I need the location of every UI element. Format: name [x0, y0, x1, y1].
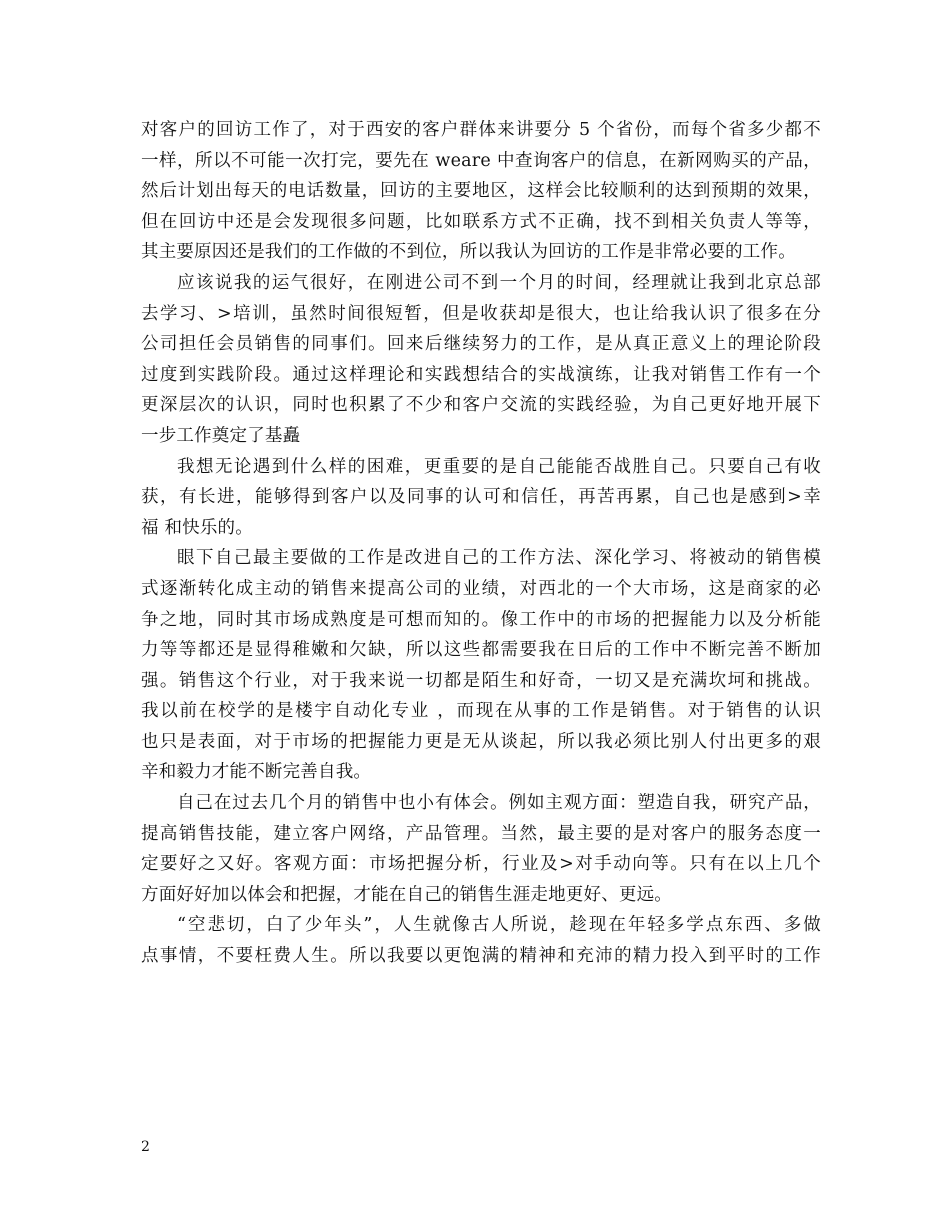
text-line: 对客户的回访工作了，对于西安的客户群体来讲要分 5 个省份，而每个省多少都不	[141, 120, 821, 140]
text-line: 定要好之又好。客观方面：市场把握分析，行业及>对手动向等。只有在以上几个	[141, 854, 821, 875]
text-line: 获，有长进，能够得到客户以及同事的认可和信任，再苦再累，自己也是感到>幸	[141, 487, 821, 508]
text-line: 争之地，同时其市场成熟度是可想而知的。像工作中的市场的把握能力以及分析能	[141, 609, 821, 630]
text-line: 一步工作奠定了基矗	[141, 425, 301, 446]
text-line: 福 和快乐的。	[141, 517, 253, 538]
text-line: 过度到实践阶段。通过这样理论和实践想结合的实战演练，让我对销售工作有一个	[141, 364, 821, 385]
text-line: 强。销售这个行业，对于我来说一切都是陌生和好奇，一切又是充满坎坷和挑战。	[141, 670, 821, 691]
text-line: 我以前在校学的是楼宇自动化专业 ，而现在从事的工作是销售。对于销售的认识	[141, 701, 821, 722]
document-body	[141, 115, 821, 972]
text-line: 式逐渐转化成主动的销售来提高公司的业绩，对西北的一个大市场，这是商家的必	[141, 578, 821, 599]
text-line: 其主要原因还是我们的工作做的不到位，所以我认为回访的工作是非常必要的工作。	[141, 242, 796, 263]
text-line: 然后计划出每天的电话数量，回访的主要地区，这样会比较顺利的达到预期的效果，	[141, 181, 821, 202]
text-line: 但在回访中还是会发现很多问题，比如联系方式不正确，找不到相关负责人等等，	[141, 211, 821, 232]
text-line: 更深层次的认识，同时也积累了不少和客户交流的实践经验，为自己更好地开展下	[141, 395, 821, 416]
text-line: 我想无论遇到什么样的困难，更重要的是自己能能否战胜自己。只要自己有收	[177, 456, 821, 477]
text-line: 应该说我的运气很好，在刚进公司不到一个月的时间，经理就让我到北京总部	[177, 272, 821, 293]
text-line: 方面好好加以体会和把握，才能在自己的销售生涯走地更好、更远。	[141, 884, 672, 905]
text-line: 力等等都还是显得稚嫩和欠缺，所以这些都需要我在日后的工作中不断完善不断加	[141, 640, 821, 661]
text-line: 也只是表面，对于市场的把握能力更是无从谈起，所以我必须比别人付出更多的艰	[141, 731, 821, 752]
text-line: 辛和毅力才能不断完善自我。	[141, 762, 372, 783]
text-line: “空悲切，白了少年头”，人生就像古人所说，趁现在年轻多学点东西、多做	[177, 915, 821, 936]
text-line: 提高销售技能，建立客户网络，产品管理。当然，最主要的是对客户的服务态度一	[141, 823, 821, 844]
text-line: 去学习、>培训，虽然时间很短暂，但是收获却是很大，也让给我认识了很多在分	[141, 303, 821, 324]
text-line: 眼下自己最主要做的工作是改进自己的工作方法、深化学习、将被动的销售模	[177, 548, 821, 569]
text-line: 公司担任会员销售的同事们。回来后继续努力的工作，是从真正意义上的理论阶段	[141, 334, 821, 355]
text-line: 点事情，不要枉费人生。所以我要以更饱满的精神和充沛的精力投入到平时的工作	[141, 946, 821, 967]
text-line: 一样，所以不可能一次打完，要先在 weare 中查询客户的信息，在新网购买的产品，	[141, 150, 821, 171]
page-number: 2	[141, 1139, 150, 1155]
text-line: 自己在过去几个月的销售中也小有体会。例如主观方面：塑造自我，研究产品，	[177, 793, 821, 814]
